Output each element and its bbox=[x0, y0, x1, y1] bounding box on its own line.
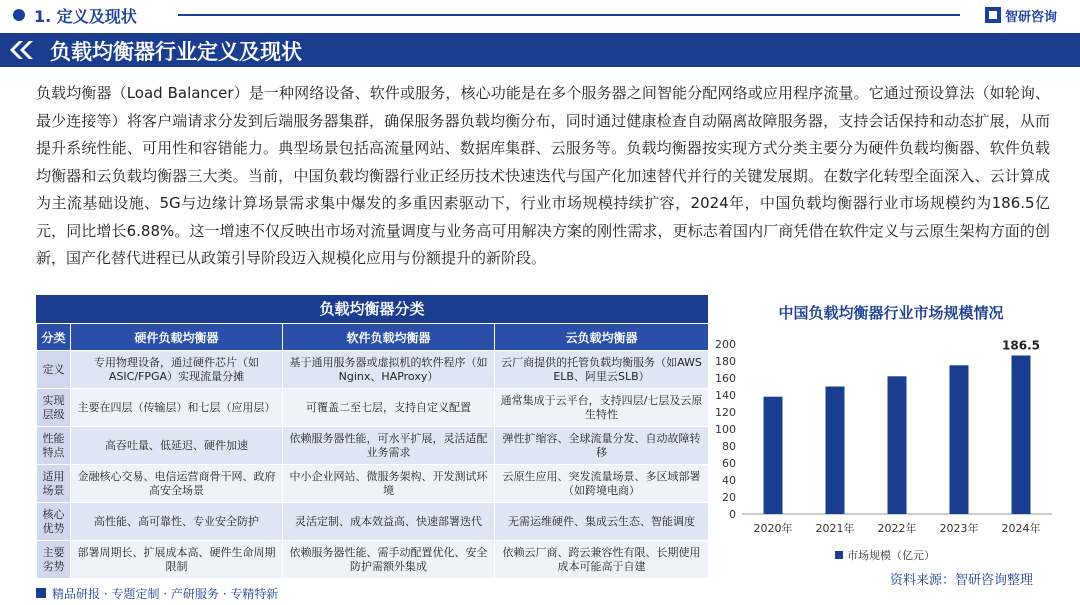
y-tick-label: 100 bbox=[715, 423, 736, 436]
x-tick-label: 2024年 bbox=[1001, 522, 1041, 535]
x-tick-label: 2022年 bbox=[877, 522, 917, 535]
x-tick-label: 2021年 bbox=[815, 522, 855, 535]
table-cell: 弹性扩缩容、全球流量分发、自动故障转移 bbox=[495, 427, 709, 465]
table-cell: 灵活定制、成本效益高、快速部署迭代 bbox=[283, 503, 495, 541]
table-cell: 基于通用服务器或虚拟机的软件程序（如Nginx、HAProxy） bbox=[283, 351, 495, 389]
table-title: 负载均衡器分类 bbox=[36, 295, 708, 323]
table-cell: 高性能、高可靠性、专业安全防护 bbox=[71, 503, 283, 541]
y-tick-label: 140 bbox=[715, 389, 736, 402]
bar bbox=[826, 387, 845, 515]
bar bbox=[950, 365, 969, 514]
row-label: 主要劣势 bbox=[37, 541, 71, 579]
bullet-icon bbox=[13, 9, 25, 21]
brand-logo bbox=[985, 5, 1057, 25]
y-tick-label: 120 bbox=[715, 406, 736, 419]
table-cell: 可覆盖二至七层，支持自定义配置 bbox=[283, 389, 495, 427]
brand-logo-icon bbox=[985, 7, 1001, 23]
market-size-chart bbox=[712, 300, 1070, 575]
legend-swatch bbox=[835, 551, 843, 559]
title-banner bbox=[0, 33, 1080, 67]
table-cell: 云原生应用、突发流量场景、多区域部署（如跨境电商） bbox=[495, 465, 709, 503]
y-tick-label: 80 bbox=[722, 440, 736, 453]
source-note: 资料来源：智研咨询整理 bbox=[890, 573, 1034, 588]
table-header-category: 分类 bbox=[37, 324, 71, 351]
double-chevron-icon bbox=[10, 41, 40, 59]
footer bbox=[0, 582, 1080, 605]
footer-text: 精品研报 · 专题定制 · 产研服务 · 专精特新 bbox=[52, 587, 279, 601]
y-tick-label: 160 bbox=[715, 372, 736, 385]
chart-canvas bbox=[712, 300, 1070, 570]
table-cell: 无需运维硬件、集成云生态、智能调度 bbox=[495, 503, 709, 541]
table-cell: 通常集成于云平台，支持四层/七层及云原生特性 bbox=[495, 389, 709, 427]
row-label: 定义 bbox=[37, 351, 71, 389]
section-title: 1. 定义及现状 bbox=[34, 7, 137, 26]
table-row bbox=[37, 541, 709, 579]
bar bbox=[888, 376, 907, 514]
table-cell: 专用物理设备，通过硬件芯片（如ASIC/FPGA）实现流量分摊 bbox=[71, 351, 283, 389]
table-cell: 云厂商提供的托管负载均衡服务（如AWS ELB、阿里云SLB） bbox=[495, 351, 709, 389]
table-cell: 依赖服务器性能、需手动配置优化、安全防护需额外集成 bbox=[283, 541, 495, 579]
header-rule bbox=[178, 14, 960, 16]
intro-paragraph: 负载均衡器（Load Balancer）是一种网络设备、软件或服务，核心功能是在多个服务器之间智能分配网络或应用程序流量。它通过预设算法（如轮询、最少连接等）将客户端请求分发到后端服务器集群，确保服务器负载均衡分布，同时通过健康检查自动隔离故障服务器，支持会话保持和动态扩展，从而提升系统性能、可用性和容错能力。典型场景包括高流量网站、数据库集群、云服务等。负载均衡器按实现方式分类主要分为硬件负载均衡器、软件负载均衡器和云负载均衡器三大类。当前，中国负载均衡器行业正经历技术快速迭代与国产化加速替代并行的关键发展期。在数字化转型全面深入、云计算成为主流基础设施、5G与边缘计算场景需求集中爆发的多重因素驱动下，行业市场规模持续扩容，2024年，中国负载均衡器行业市场规模约为186.5亿元，同比增长6.88%。这一增速不仅反映出市场对流量调度与业务高可用解决方案的刚性需求，更标志着国内厂商凭借在软件定义与云原生架构方面的创新，国产化替代进程已从政策引导阶段迈入规模化应用与份额提升的新阶段。 bbox=[36, 84, 1050, 267]
y-tick-label: 0 bbox=[729, 508, 736, 521]
table-cell: 高吞吐量、低延迟、硬件加速 bbox=[71, 427, 283, 465]
table-header-hardware: 硬件负载均衡器 bbox=[71, 324, 283, 351]
table-grid bbox=[36, 323, 709, 579]
row-label: 性能特点 bbox=[37, 427, 71, 465]
data-label: 186.5 bbox=[1002, 338, 1040, 353]
table-cell: 部署周期长、扩展成本高、硬件生命周期限制 bbox=[71, 541, 283, 579]
classification-table bbox=[36, 295, 708, 578]
y-tick-label: 60 bbox=[722, 457, 736, 470]
y-tick-label: 200 bbox=[715, 338, 736, 351]
bar bbox=[1012, 355, 1031, 514]
row-label: 实现层级 bbox=[37, 389, 71, 427]
row-label: 适用场景 bbox=[37, 465, 71, 503]
x-tick-label: 2023年 bbox=[939, 522, 979, 535]
table-row bbox=[37, 389, 709, 427]
y-tick-label: 180 bbox=[715, 355, 736, 368]
chart-title: 中国负载均衡器行业市场规模情况 bbox=[778, 304, 1004, 322]
table-cell: 依赖服务器性能，可水平扩展，灵活适配业务需求 bbox=[283, 427, 495, 465]
table-cell: 主要在四层（传输层）和七层（应用层） bbox=[71, 389, 283, 427]
table-row bbox=[37, 503, 709, 541]
y-tick-label: 40 bbox=[722, 474, 736, 487]
page-title: 负载均衡器行业定义及现状 bbox=[50, 40, 302, 64]
table-cell: 金融核心交易、电信运营商骨干网、政府高安全场景 bbox=[71, 465, 283, 503]
x-tick-label: 2020年 bbox=[753, 522, 793, 535]
table-row bbox=[37, 351, 709, 389]
table-row bbox=[37, 427, 709, 465]
bar bbox=[764, 397, 783, 514]
legend-label: 市场规模（亿元） bbox=[847, 549, 935, 562]
table-header-software: 软件负载均衡器 bbox=[283, 324, 495, 351]
top-bar bbox=[0, 0, 1080, 30]
footer-square-icon bbox=[36, 588, 46, 598]
brand-name: 智研咨询 bbox=[1005, 9, 1058, 25]
row-label: 核心优势 bbox=[37, 503, 71, 541]
table-cell: 中小企业网站、微服务架构、开发测试环境 bbox=[283, 465, 495, 503]
table-cell: 依赖云厂商、跨云兼容性有限、长期使用成本可能高于自建 bbox=[495, 541, 709, 579]
y-tick-label: 20 bbox=[722, 491, 736, 504]
table-row bbox=[37, 465, 709, 503]
table-header-cloud: 云负载均衡器 bbox=[495, 324, 709, 351]
